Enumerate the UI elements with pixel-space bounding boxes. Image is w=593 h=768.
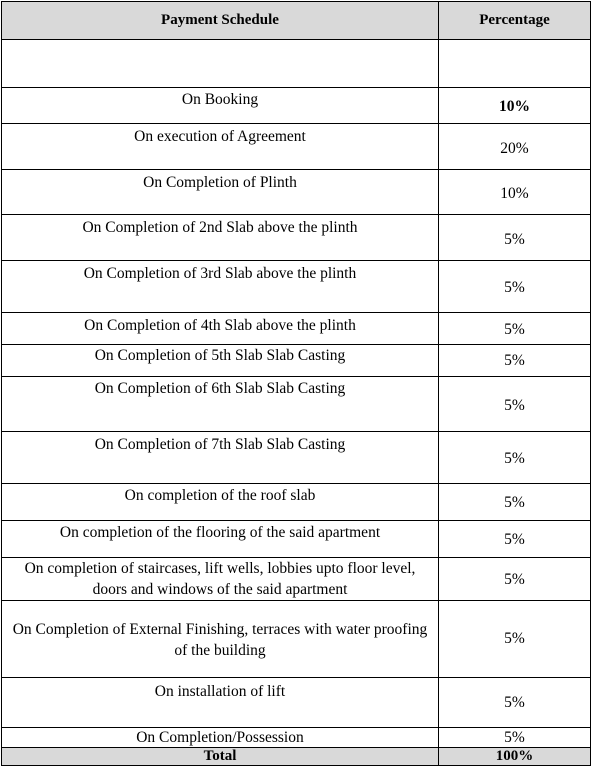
table-row	[2, 261, 590, 313]
percent-cell	[439, 40, 590, 87]
stage-cell: On Completion of 4th Slab above the plinth	[2, 313, 439, 344]
stage-cell: On Completion/Possession	[2, 728, 439, 747]
percent-cell: 5%	[504, 729, 525, 746]
table-row	[2, 601, 590, 678]
table-row	[2, 88, 590, 124]
payment-schedule-table	[1, 1, 591, 766]
stage-cell: On execution of Agreement	[2, 124, 439, 169]
table-row	[2, 678, 590, 728]
stage-cell: On Completion of 5th Slab Slab Casting	[2, 345, 439, 376]
percent-cell: 10%	[500, 185, 529, 202]
table-row	[2, 40, 590, 88]
percent-cell: 5%	[504, 630, 525, 647]
table-row	[2, 558, 590, 601]
percent-cell: 5%	[504, 397, 525, 414]
table-row	[2, 377, 590, 432]
table-total-row	[2, 748, 590, 765]
percent-cell: 5%	[504, 321, 525, 338]
percent-cell: 5%	[504, 571, 525, 588]
stage-cell: On Completion of 3rd Slab above the plinth	[2, 261, 439, 312]
table-row	[2, 124, 590, 170]
table-row	[2, 170, 590, 215]
stage-cell: On completion of the flooring of the said apartment	[2, 521, 439, 557]
table-header-row	[2, 2, 590, 40]
total-percent: 100%	[495, 748, 534, 764]
percent-cell: 5%	[504, 531, 525, 548]
stage-cell: On completion of the roof slab	[2, 484, 439, 520]
table-row	[2, 521, 590, 558]
percent-cell: 20%	[500, 140, 529, 157]
percent-cell: 5%	[504, 494, 525, 511]
percent-cell: 5%	[504, 450, 525, 467]
percent-cell: 5%	[504, 694, 525, 711]
total-label: Total	[2, 748, 439, 765]
percent-cell: 5%	[504, 279, 525, 296]
table-row	[2, 484, 590, 521]
header-payment-schedule: Payment Schedule	[2, 2, 439, 39]
percent-cell: 10%	[499, 98, 530, 115]
header-percentage: Percentage	[479, 12, 550, 28]
stage-cell: On installation of lift	[2, 678, 439, 727]
percent-cell: 5%	[504, 231, 525, 248]
stage-cell	[2, 40, 439, 87]
stage-cell: On Booking	[2, 88, 439, 123]
percent-cell: 5%	[504, 352, 525, 369]
table-row	[2, 432, 590, 484]
table-row	[2, 313, 590, 345]
stage-cell: On completion of staircases, lift wells, lobbies upto floor level, doors and windows of the said apartment	[2, 558, 439, 600]
stage-cell: On Completion of 2nd Slab above the plinth	[2, 215, 439, 260]
stage-cell: On Completion of 6th Slab Slab Casting	[2, 377, 439, 431]
table-row	[2, 728, 590, 748]
table-row	[2, 215, 590, 261]
stage-cell: On Completion of 7th Slab Slab Casting	[2, 432, 439, 483]
stage-cell: On Completion of External Finishing, terraces with water proofing of the building	[2, 601, 439, 677]
stage-cell: On Completion of Plinth	[2, 170, 439, 214]
table-row	[2, 345, 590, 377]
